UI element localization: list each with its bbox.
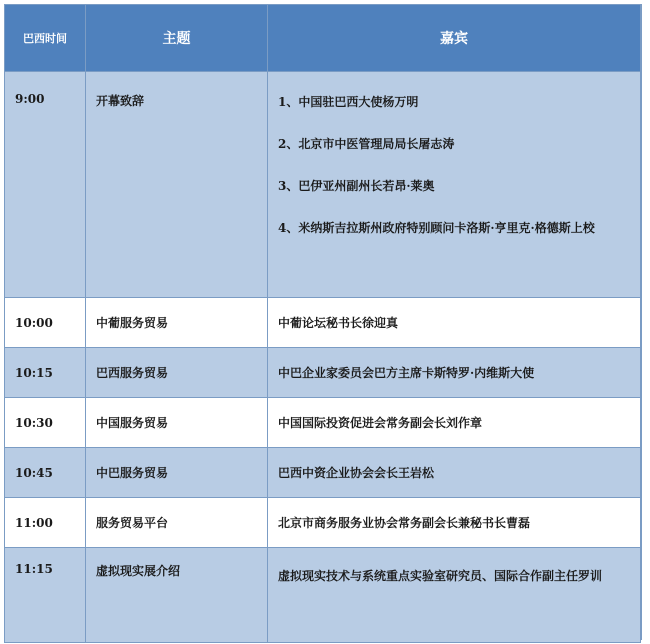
table-row [5, 72, 641, 298]
table-row [5, 448, 641, 498]
row-guests: 中葡论坛秘书长徐迎真 [268, 298, 641, 348]
row-topic: 虚拟现实展介绍 [86, 548, 268, 643]
row-time: 10:45 [5, 448, 86, 498]
row-time: 11:15 [5, 548, 86, 643]
row-topic: 巴西服务贸易 [86, 348, 268, 398]
table-header-row [5, 5, 641, 72]
guest-line: 4、米纳斯吉拉斯州政府特别顾问卡洛斯·亨里克·格德斯上校 [278, 221, 595, 235]
row-guests [268, 72, 641, 298]
row-guests: 中国国际投资促进会常务副会长刘作章 [268, 398, 641, 448]
header-topic: 主题 [86, 5, 268, 72]
row-guests: 虚拟现实技术与系统重点实验室研究员、国际合作副主任罗训 [268, 548, 641, 643]
table-row [5, 548, 641, 643]
guest-line: 2、北京市中医管理局局长屠志涛 [278, 137, 455, 151]
header-time: 巴西时间 [5, 5, 86, 72]
header-guest: 嘉宾 [268, 5, 641, 72]
row-topic: 开幕致辞 [86, 72, 268, 298]
table-row [5, 348, 641, 398]
guest-line: 3、巴伊亚州副州长若昂·莱奥 [278, 179, 435, 193]
row-guests: 中巴企业家委员会巴方主席卡斯特罗·内维斯大使 [268, 348, 641, 398]
row-time: 10:30 [5, 398, 86, 448]
table-row [5, 398, 641, 448]
row-topic: 服务贸易平台 [86, 498, 268, 548]
row-topic: 中国服务贸易 [86, 398, 268, 448]
row-time: 10:00 [5, 298, 86, 348]
guest-line: 1、中国驻巴西大使杨万明 [278, 95, 419, 109]
table-row [5, 298, 641, 348]
row-time: 11:00 [5, 498, 86, 548]
row-topic: 中葡服务贸易 [86, 298, 268, 348]
row-topic: 中巴服务贸易 [86, 448, 268, 498]
row-guests: 北京市商务服务业协会常务副会长兼秘书长曹磊 [268, 498, 641, 548]
row-time: 10:15 [5, 348, 86, 398]
row-guests: 巴西中资企业协会会长王岩松 [268, 448, 641, 498]
row-time: 9:00 [5, 72, 86, 298]
table-row [5, 498, 641, 548]
schedule-table [4, 4, 641, 643]
